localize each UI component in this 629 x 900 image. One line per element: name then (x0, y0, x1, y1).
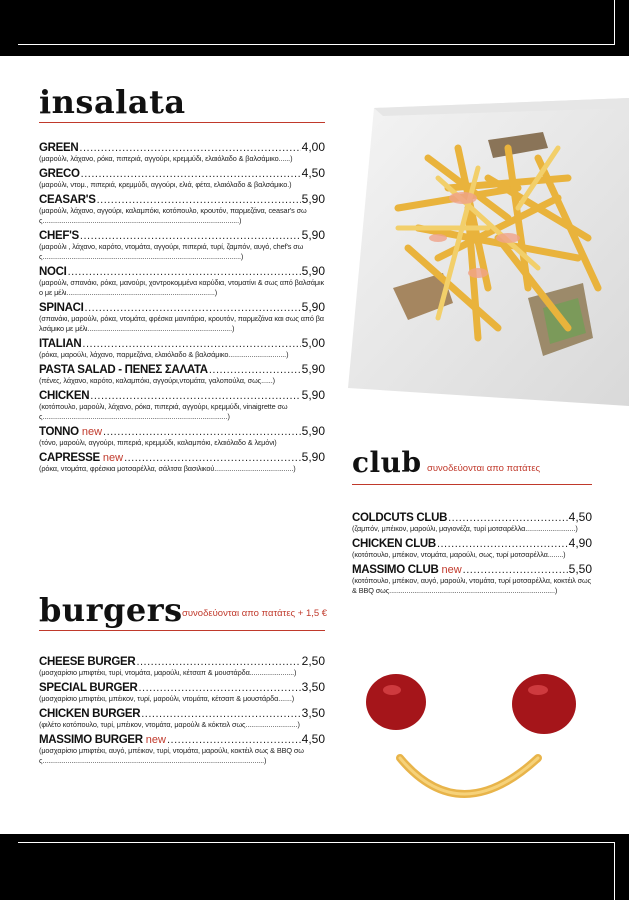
menu-item-line (39, 228, 325, 242)
frame-line (18, 44, 615, 45)
menu-item-line (39, 192, 325, 206)
menu-item-price: 4,00 (301, 140, 325, 154)
club-list (352, 510, 592, 598)
menu-item (39, 424, 325, 448)
menu-item-name: NOCI (39, 266, 67, 278)
menu-item-name: COLDCUTS CLUB (352, 512, 448, 524)
menu-item (39, 300, 325, 334)
dot-leader (136, 656, 300, 668)
dot-leader (209, 364, 301, 376)
dot-leader (463, 564, 568, 576)
menu-item-line (39, 362, 325, 376)
menu-item-description: (μοσχαρίσιο μπιφτέκι, μπέικον, τυρί, μαρούλι, ντομάτα, κέτσαπ & μουστάρδα.......) (39, 694, 295, 703)
menu-item-line (39, 166, 325, 180)
menu-item-line (39, 336, 325, 350)
dot-leader (124, 452, 301, 464)
menu-item-price: 4,90 (568, 536, 592, 550)
ketchup-eye-left (366, 674, 426, 730)
menu-item (39, 732, 325, 766)
section-rule (39, 630, 325, 631)
menu-item (39, 336, 325, 360)
menu-item-name: CHEF'S (39, 230, 79, 242)
menu-item-name: GRECO (39, 168, 80, 180)
menu-item (39, 166, 325, 190)
menu-item (39, 680, 325, 704)
dot-leader (141, 708, 300, 720)
menu-item-line (39, 140, 325, 154)
new-badge: new (102, 452, 124, 464)
menu-item (39, 706, 325, 730)
burgers-subtitle: συνοδεύονται απο πατάτες + 1,5 € (182, 608, 328, 619)
menu-item-description: (μαρούλι , λάχανο, καρότο, ντομάτα, αγγούρι, πιπεριά, τυρί, ζαμπόν, αυγό, chef's σως.......................................................................................................) (39, 242, 304, 261)
menu-item-description: (μαρούλι, λάχανο, ρόκα, πιπεριά, αγγούρι, κρεμμύδι, ελαιόλαδο & βαλσάμικο......) (39, 154, 293, 163)
menu-item-name: ITALIAN (39, 338, 82, 350)
menu-item-price: 4,50 (301, 166, 325, 180)
menu-item-line (352, 510, 592, 524)
menu-item-description: (κοτόπουλο, μαρούλι, λάχανο, ρόκα, πιπεριά, αγγούρι, κρεμμύδι, vinaigrette σως................................................................................................) (39, 402, 288, 421)
menu-item-description: (μαρούλι, σπανάκι, ρόκα, μανούρι, χοντροκομμένα καρύδια, ντοματίνι & σως από βαλσάμικο με μέλι.............................................................................) (39, 278, 325, 297)
menu-item-price: 3,50 (301, 680, 325, 694)
dot-leader (97, 194, 301, 206)
menu-item-line (39, 388, 325, 402)
menu-item-line (39, 654, 325, 668)
dot-leader (85, 302, 301, 314)
frame-line (614, 842, 615, 900)
menu-item (39, 362, 325, 386)
ketchup-eye-right (512, 674, 576, 734)
menu-item-line (39, 300, 325, 314)
bottom-band (0, 834, 629, 900)
menu-item-name: CAPRESSE (39, 452, 100, 464)
menu-item-line (39, 450, 325, 464)
section-rule (39, 122, 325, 123)
section-rule (352, 484, 592, 485)
new-badge: new (441, 564, 462, 576)
menu-item-description: (σπανάκι, μαρούλι, ρόκα, ντομάτα, φρέσκα μανιτάρια, κρουτόν, παρμεζάνα και σως από βαλσάμικο με μέλι...........................................................................) (39, 314, 324, 333)
menu-item-description: (μοσχαρίσιο μπιφτέκι, τυρί, ντομάτα, μαρούλι, κέτσαπ & μουστάρδα.......................) (39, 668, 297, 677)
menu-item-price: 4,50 (301, 732, 325, 746)
menu-item-price: 5,90 (301, 424, 325, 438)
menu-item-name: TONNO (39, 426, 79, 438)
dot-leader (138, 682, 300, 694)
menu-item-price: 5,90 (301, 450, 325, 464)
menu-item-price: 5,90 (301, 362, 325, 376)
ketchup-smiley-photo (352, 660, 592, 820)
menu-item-name: CHICKEN CLUB (352, 538, 436, 550)
menu-item-line (352, 562, 592, 576)
menu-item (352, 562, 592, 596)
section-title-burgers: burgers (39, 591, 183, 629)
dot-leader (68, 266, 301, 278)
menu-item-name: SPINACI (39, 302, 84, 314)
menu-item-line (39, 680, 325, 694)
menu-item-name: PASTA SALAD - ΠΕΝΕΣ ΣΑΛΑΤΑ (39, 364, 208, 376)
menu-item-price: 5,90 (301, 388, 325, 402)
menu-item-description: (τόνο, μαρούλι, αγγούρι, πιπεριά, κρεμμύδι, καλαμπόκι, ελαιόλαδο & λεμόνι) (39, 438, 277, 447)
menu-item-price: 4,50 (568, 510, 592, 524)
dot-leader (448, 512, 568, 524)
menu-item (352, 536, 592, 560)
menu-item-price: 3,50 (301, 706, 325, 720)
dot-leader (81, 168, 301, 180)
burgers-list (39, 654, 325, 768)
menu-item (39, 264, 325, 298)
dot-leader (80, 230, 301, 242)
menu-item-price: 5,90 (301, 264, 325, 278)
menu-item-line (39, 424, 325, 438)
menu-item (352, 510, 592, 534)
menu-item-description: (ρόκα, μαρούλι, λάχανο, παρμεζάνα, ελαιόλαδο & βαλσάμικο..............................) (39, 350, 289, 359)
menu-item-description: (μαρούλι, λάχανο, αγγούρι, καλαμπόκι, κοτόπουλο, κρουτόν, παρμεζάνα, ceasar's σως......................................................................................................) (39, 206, 307, 225)
menu-item-name: CHICKEN (39, 390, 90, 402)
dot-leader (90, 390, 300, 402)
menu-item-name: GREEN (39, 142, 79, 154)
menu-item-name: MASSIMO CLUB (352, 564, 439, 576)
menu-item-price: 5,90 (301, 300, 325, 314)
dot-leader (103, 426, 301, 438)
new-badge: new (145, 734, 166, 746)
menu-item-line (39, 264, 325, 278)
menu-item-description: (κοτόπουλο, μπέικον, αυγό, μαρούλι, ντομάτα, τυρί μοτσαρέλλα, κοκτέιλ σως & BBQ σως......................................................................................) (352, 576, 592, 595)
menu-item-name: CHEESE BURGER (39, 656, 136, 668)
top-band (0, 0, 629, 56)
fries-plate-photo (338, 88, 629, 408)
insalata-list (39, 140, 325, 476)
menu-item-description: (ζαμπόν, μπέικον, μαρούλι, μαγιονέζα, τυρί μοτσαρέλλα..........................) (352, 524, 578, 533)
dot-leader (167, 734, 301, 746)
menu-item-price: 2,50 (301, 654, 325, 668)
menu-item-line (39, 732, 325, 746)
frame-line (18, 842, 615, 843)
menu-item-price: 5,90 (301, 228, 325, 242)
menu-item-description: (κοτόπουλο, μπέικον, ντομάτα, μαρούλι, σως, τυρί μοτσαρέλλα........) (352, 550, 566, 559)
menu-item (39, 450, 325, 474)
menu-item-line (39, 706, 325, 720)
menu-item-line (352, 536, 592, 550)
frame-line (614, 0, 615, 45)
club-subtitle: συνοδεύονται απο πατάτες (427, 463, 541, 474)
menu-item (39, 192, 325, 226)
dot-leader (437, 538, 568, 550)
menu-item-name: CHICKEN BURGER (39, 708, 141, 720)
menu-item-description: (ρόκα, ντομάτα, φρέσκια μοτσαρέλλα, σάλτσα βασιλικού.........................................) (39, 464, 296, 473)
section-title-insalata: insalata (39, 83, 186, 121)
menu-item-name: CEASAR'S (39, 194, 96, 206)
menu-item-description: (μοσχαρίσιο μπιφτέκι, αυγό, μπέικον, τυρί, ντομάτα, μαρούλι, κοκτέιλ σως & BBQ σως...................................................................................................................) (39, 746, 304, 765)
menu-item (39, 140, 325, 164)
menu-item (39, 388, 325, 422)
menu-item-price: 5,50 (568, 562, 592, 576)
menu-item-description: (φιλέτο κοτόπουλο, τυρί, μπέικον, ντομάτα, μαρούλι & κόκτειλ σως...........................) (39, 720, 300, 729)
menu-item-description: (μαρούλι, ντομ., πιπεριά, κρεμμύδι, αγγούρι, ελιά, φέτα, ελαιόλαδο & βαλσάμικο.) (39, 180, 292, 189)
section-title-club: club (352, 446, 422, 479)
menu-item-name: SPECIAL BURGER (39, 682, 138, 694)
menu-item-name: MASSIMO BURGER (39, 734, 143, 746)
dot-leader (79, 142, 300, 154)
menu-item-description: (πένες, λάχανο, καρότο, καλαμπόκι, αγγούρι,ντομάτα, γαλοπούλα, σως......) (39, 376, 275, 385)
dot-leader (82, 338, 300, 350)
menu-item (39, 228, 325, 262)
new-badge: new (81, 426, 103, 438)
menu-item (39, 654, 325, 678)
menu-item-price: 5,00 (301, 336, 325, 350)
menu-item-price: 5,90 (301, 192, 325, 206)
